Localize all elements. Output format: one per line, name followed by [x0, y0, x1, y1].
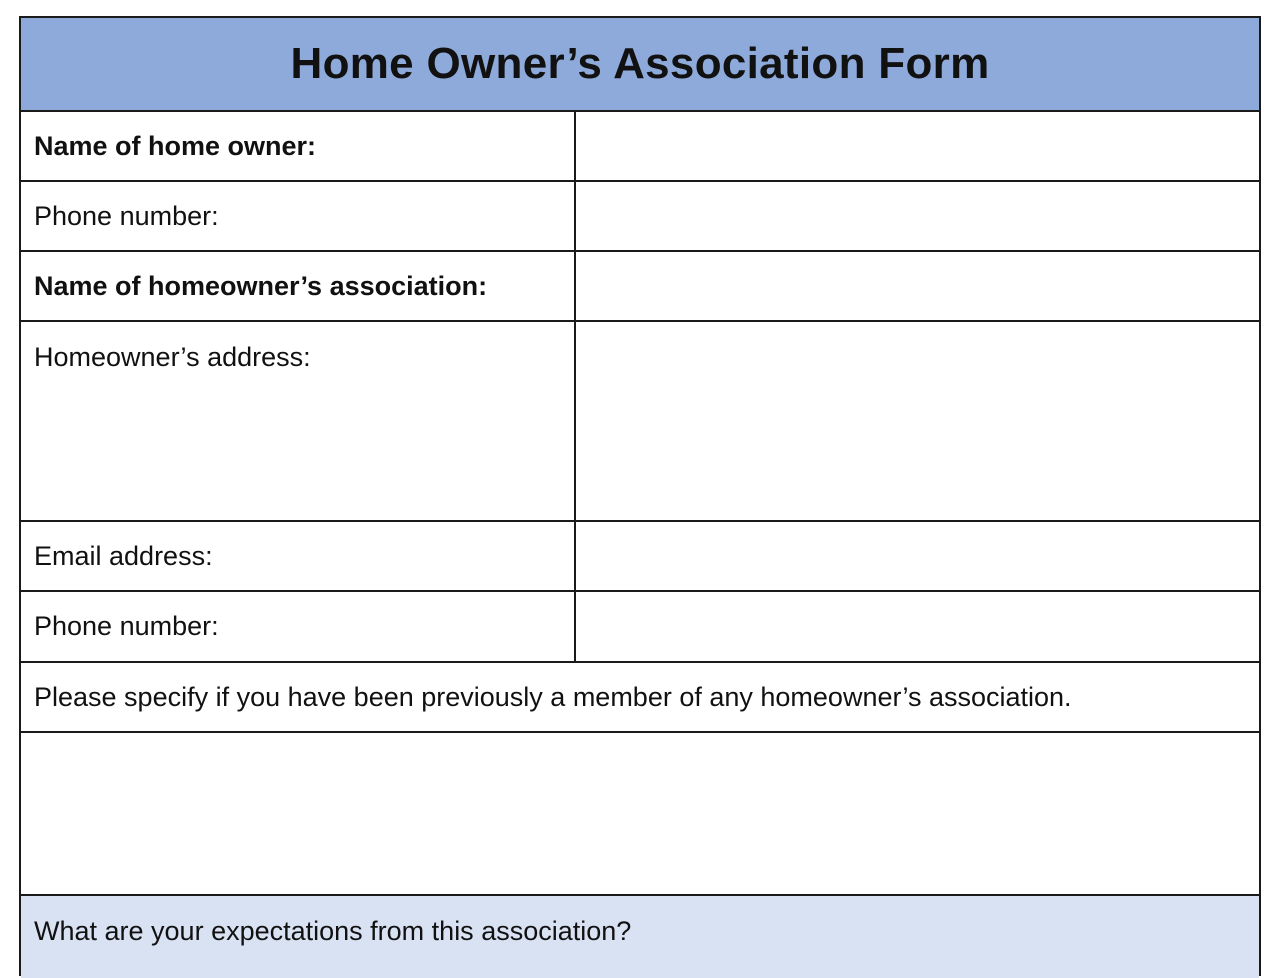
homeowner-address-label: Homeowner’s address: [21, 322, 576, 520]
home-owner-name-field[interactable] [576, 112, 1259, 180]
expectations-question: What are your expectations from this association? [34, 915, 632, 946]
hoa-form [19, 16, 1261, 976]
previous-membership-question: Please specify if you have been previously a member of any homeowner’s association. [34, 681, 1072, 712]
homeowner-address-field[interactable] [576, 322, 1259, 520]
field-row-phone-number-2 [21, 592, 1259, 663]
form-header [21, 18, 1259, 112]
association-name-field[interactable] [576, 252, 1259, 320]
email-address-field[interactable] [576, 522, 1259, 590]
previous-membership-question-row [21, 663, 1259, 733]
field-row-home-owner-name [21, 112, 1259, 182]
association-name-label: Name of homeowner’s association: [21, 252, 576, 320]
phone-number-2-field[interactable] [576, 592, 1259, 661]
previous-membership-answer-field[interactable] [21, 733, 1259, 894]
phone-number-2-label: Phone number: [21, 592, 576, 661]
home-owner-name-label: Name of home owner: [21, 112, 576, 180]
form-title: Home Owner’s Association Form [290, 39, 990, 88]
previous-membership-answer-row [21, 733, 1259, 896]
phone-number-label: Phone number: [21, 182, 576, 250]
field-row-homeowner-address [21, 322, 1259, 522]
field-row-email-address [21, 522, 1259, 592]
email-address-label: Email address: [21, 522, 576, 590]
field-row-association-name [21, 252, 1259, 322]
expectations-question-row [21, 896, 1259, 978]
phone-number-field[interactable] [576, 182, 1259, 250]
field-row-phone-number [21, 182, 1259, 252]
